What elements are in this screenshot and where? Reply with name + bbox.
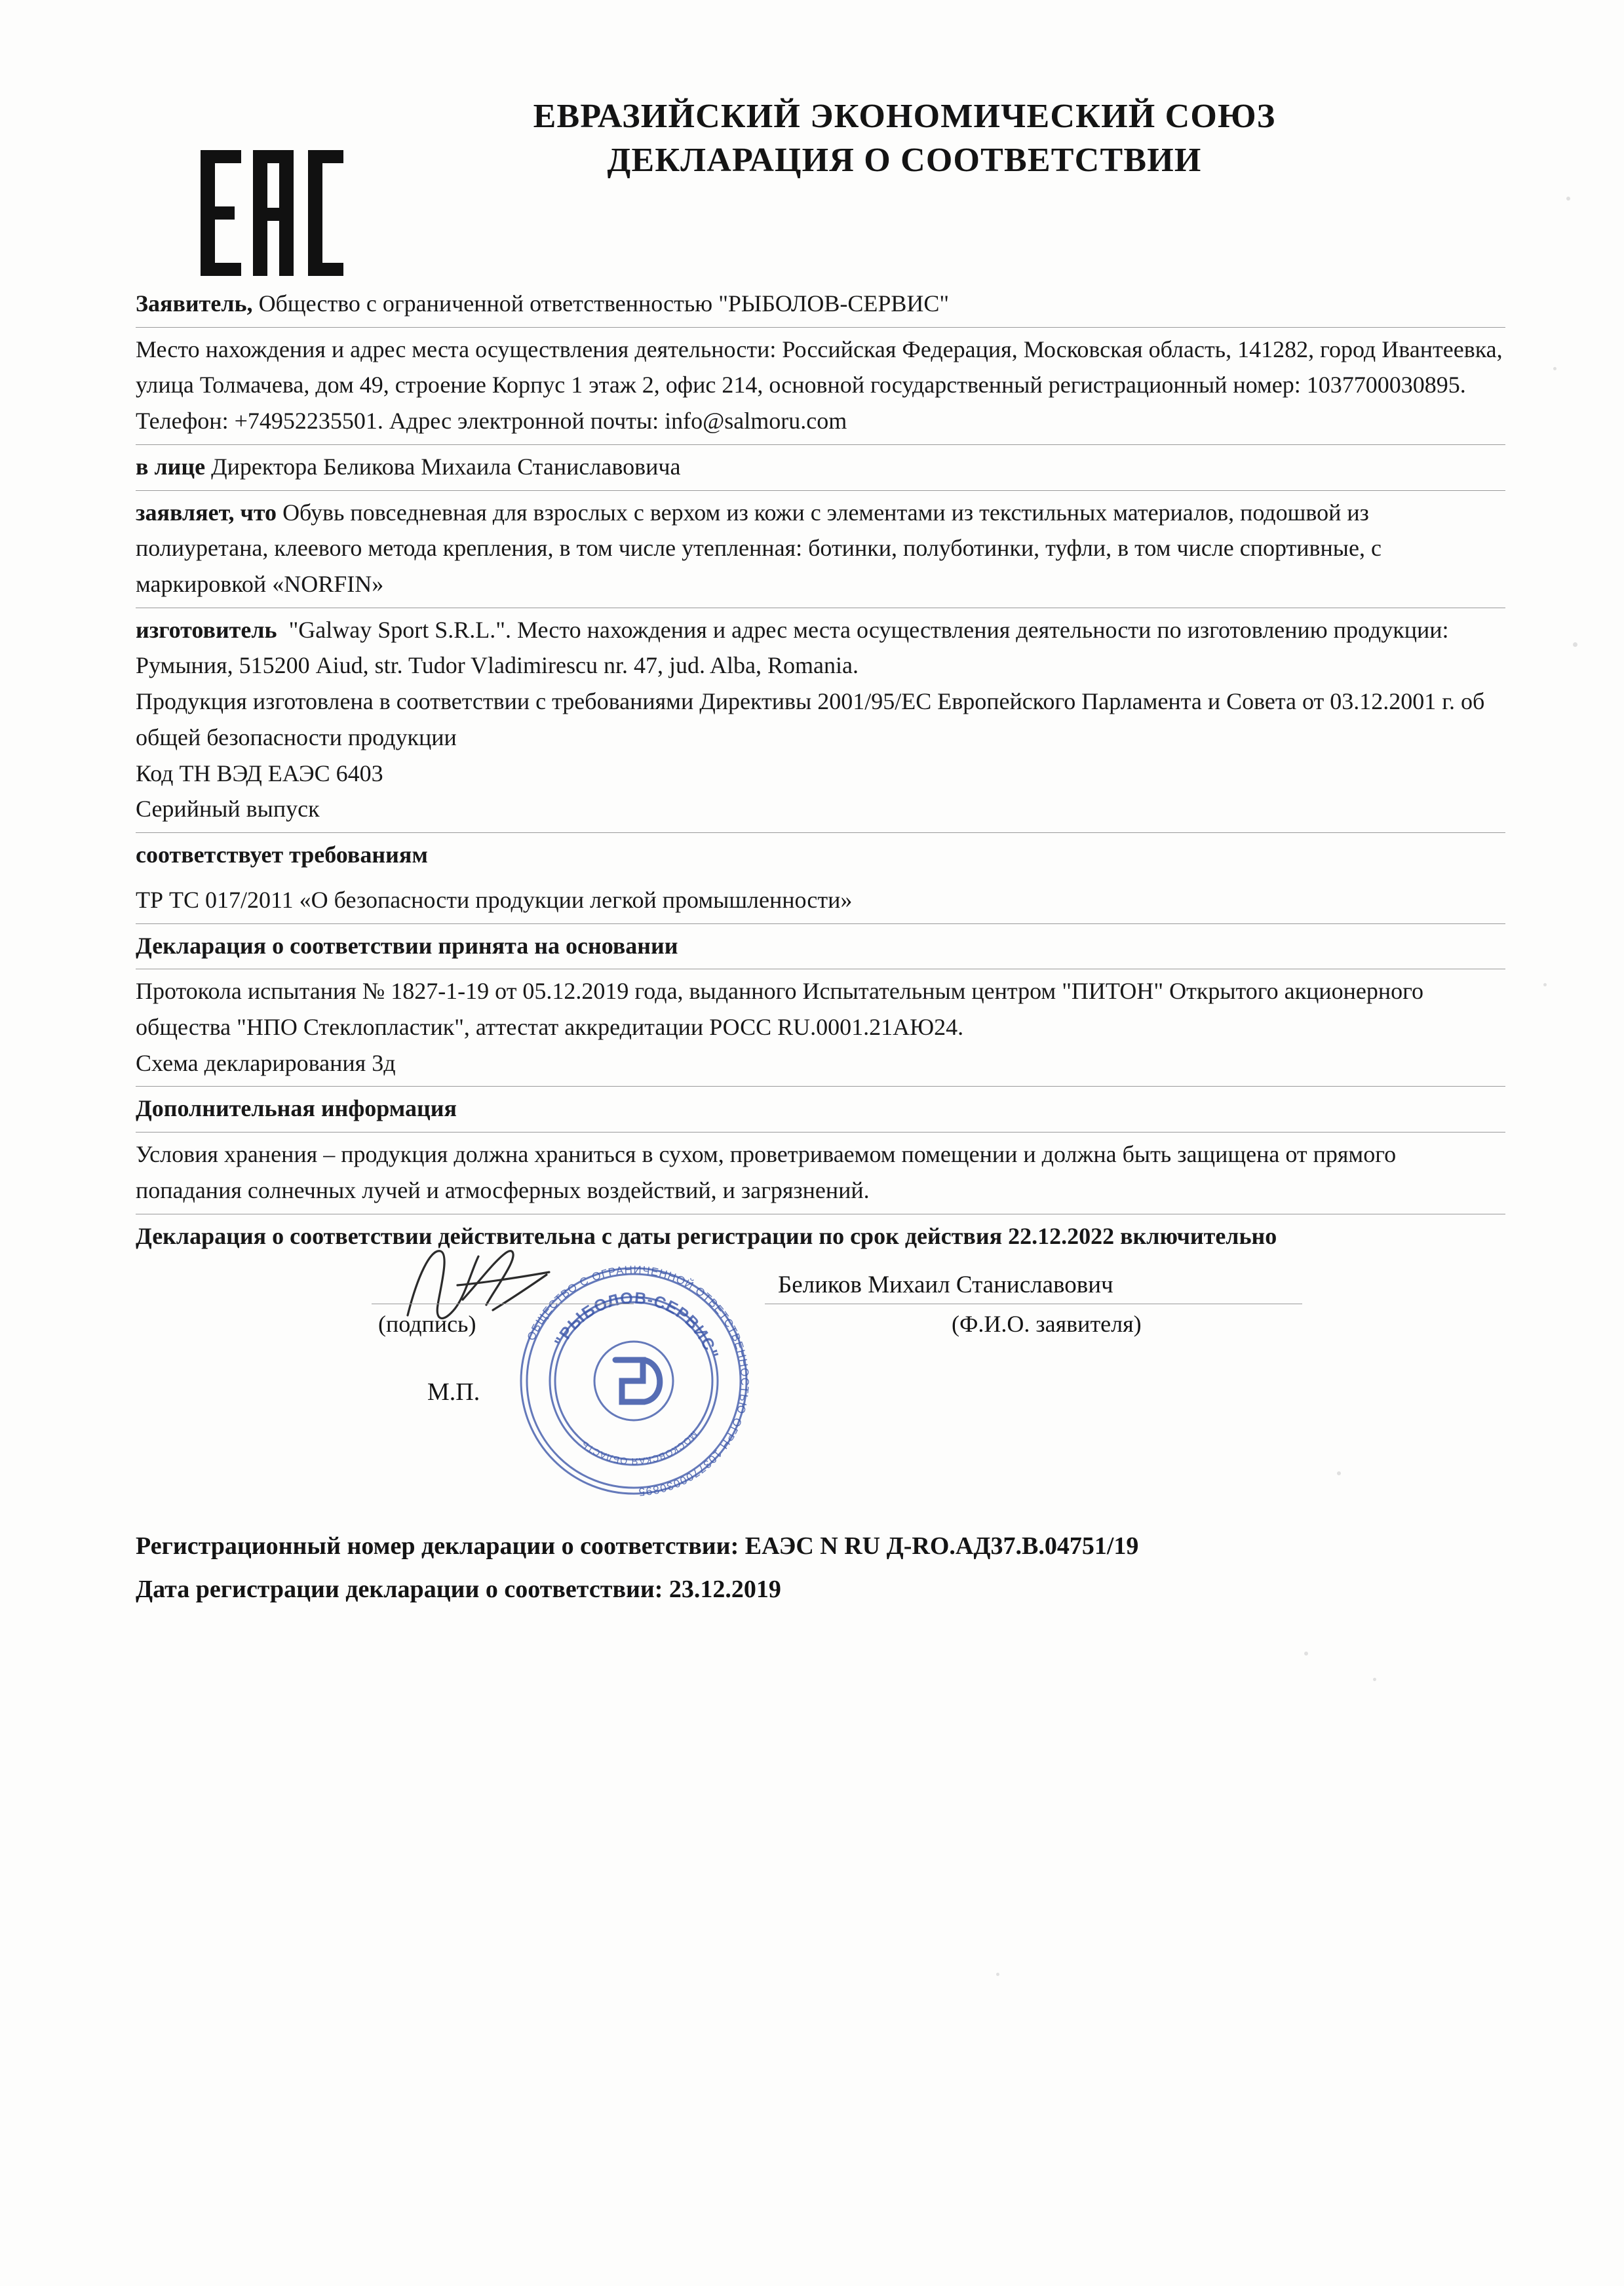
- conformity-value: ТР ТС 017/2011 «О безопасности продукции легкой промышленности»: [136, 886, 853, 913]
- scan-speck: [996, 1973, 999, 1976]
- basis-label: Декларация о соответствии принята на основании: [136, 932, 678, 959]
- manufacturer-value: "Galway Sport S.R.L.". Место нахождения и адрес места осуществления деятельности по изготовлению продукции: Румыния, 515200 Aiud, str. Tudor Vladimirescu nr. 47, jud. Alba, Romania.: [136, 616, 1449, 679]
- additional-label-row: [136, 1087, 1505, 1133]
- signature-block: [136, 1263, 1505, 1519]
- registration-number-value: ЕАЭС N RU Д-RO.АД37.В.04751/19: [744, 1532, 1139, 1560]
- header-title-block: [367, 95, 1442, 182]
- eac-mark-icon: [197, 147, 347, 279]
- applicant-row: [136, 282, 1505, 328]
- scan-speck: [1373, 1678, 1376, 1681]
- document-body: [136, 282, 1505, 1606]
- declares-label: заявляет, что: [136, 499, 277, 526]
- conformity-label: соответствует требованиям: [136, 842, 428, 868]
- registration-number-line: [136, 1522, 1505, 1563]
- svg-text:МОСКОВСКАЯ ОБЛАСТЬ: МОСКОВСКАЯ ОБЛАСТЬ: [579, 1429, 700, 1467]
- basis-value-row: [136, 969, 1505, 1087]
- conformity-label-row: [136, 833, 1505, 878]
- applicant-label: Заявитель,: [136, 290, 253, 317]
- applicant-address: Место нахождения и адрес места осуществления деятельности: Российская Федерация, Московская область, 141282, город Ивантеевка, улица Толмачева, дом 49, строение Корпус 1 этаж 2, офис 214, основной государственный регистрационный номер: 1037700030895. Телефон: +74952235501. Адрес электронной почты: info@salmoru.com: [136, 336, 1503, 435]
- signer-name: Беликов Михаил Станиславович: [778, 1271, 1113, 1299]
- additional-label: Дополнительная информация: [136, 1095, 457, 1122]
- validity-row: [136, 1214, 1505, 1260]
- basis-label-row: [136, 924, 1505, 970]
- header-title-line1: ЕВРАЗИЙСКИЙ ЭКОНОМИЧЕСКИЙ СОЮЗ: [533, 98, 1276, 135]
- applicant-value: Общество с ограниченной ответственностью "РЫБОЛОВ-СЕРВИС": [258, 290, 950, 317]
- representative-line: [136, 449, 1505, 485]
- header-title-line2: ДЕКЛАРАЦИЯ О СООТВЕТСТВИИ: [607, 141, 1202, 179]
- scan-speck: [1304, 1652, 1308, 1656]
- declares-row: [136, 491, 1505, 608]
- mp-label: М.П.: [427, 1378, 480, 1406]
- representative-value: Директора Беликова Михаила Станиславовича: [211, 453, 681, 480]
- manufacturer-directive: Продукция изготовлена в соответствии с требованиями Директивы 2001/95/ЕС Европейского Парламента и Совета от 03.12.2001 г. об общей безопасности продукции: [136, 688, 1485, 750]
- additional-value: Условия хранения – продукция должна храниться в сухом, проветриваемом помещении и должна быть защищена от прямого попадания солнечных лучей и атмосферных воздействий, и загрязнений.: [136, 1141, 1397, 1203]
- declares-value: Обувь повседневная для взрослых с верхом из кожи с элементами из текстильных материалов, подошвой из полиуретана, клеевого метода крепления, в том числе утепленная: ботинки, полуботинки, туфли, в том числе спортивные, с маркировкой «NORFIN»: [136, 499, 1382, 598]
- additional-value-row: [136, 1133, 1505, 1214]
- svg-text:"РЫБОЛОВ-СЕРВИС": "РЫБОЛОВ-СЕРВИС": [551, 1288, 722, 1362]
- scan-speck: [1543, 983, 1547, 986]
- applicant-line: [136, 286, 1505, 322]
- declares-line: [136, 495, 1505, 602]
- representative-row: [136, 445, 1505, 491]
- signature-caption: (подпись): [378, 1311, 476, 1338]
- registration-block: [136, 1522, 1505, 1606]
- basis-value: Протокола испытания № 1827-1-19 от 05.12.2019 года, выданного Испытательным центром "ПИТОН" Открытого акционерного общества "НПО Стеклопластик", аттестат аккредитации РОСС RU.0001.21АЮ24.: [136, 978, 1424, 1040]
- manufacturer-label: изготовитель: [136, 616, 277, 643]
- representative-label: в лице: [136, 453, 206, 480]
- signer-caption: (Ф.И.О. заявителя): [952, 1311, 1142, 1338]
- manufacturer-row: [136, 608, 1505, 833]
- registration-number-label: Регистрационный номер декларации о соответствии:: [136, 1532, 739, 1560]
- basis-scheme: Схема декларирования 3д: [136, 1049, 396, 1076]
- applicant-address-row: [136, 328, 1505, 445]
- conformity-value-row: [136, 878, 1505, 924]
- scan-speck: [1553, 367, 1556, 370]
- registration-date-line: [136, 1563, 1505, 1606]
- manufacturer-tnved: Код ТН ВЭД ЕАЭС 6403: [136, 760, 383, 786]
- company-round-stamp-icon: [503, 1250, 765, 1512]
- manufacturer-release: Серийный выпуск: [136, 796, 320, 823]
- validity-text: Декларация о соответствии действительна с даты регистрации по срок действия 22.12.2022 включительно: [136, 1222, 1277, 1249]
- registration-date-value: 23.12.2019: [668, 1576, 781, 1604]
- svg-text:ОБЩЕСТВО С ОГРАНИЧЕННОЙ ОТВЕТС: ОБЩЕСТВО С ОГРАНИЧЕННОЙ ОТВЕТСТВЕННОСТЬЮ ОГРН 1037700030895: [524, 1264, 752, 1499]
- scan-speck: [1573, 642, 1577, 647]
- manufacturer-line: [136, 612, 1505, 684]
- registration-date-label: Дата регистрации декларации о соответствии:: [136, 1576, 663, 1604]
- document-header: [0, 79, 1624, 229]
